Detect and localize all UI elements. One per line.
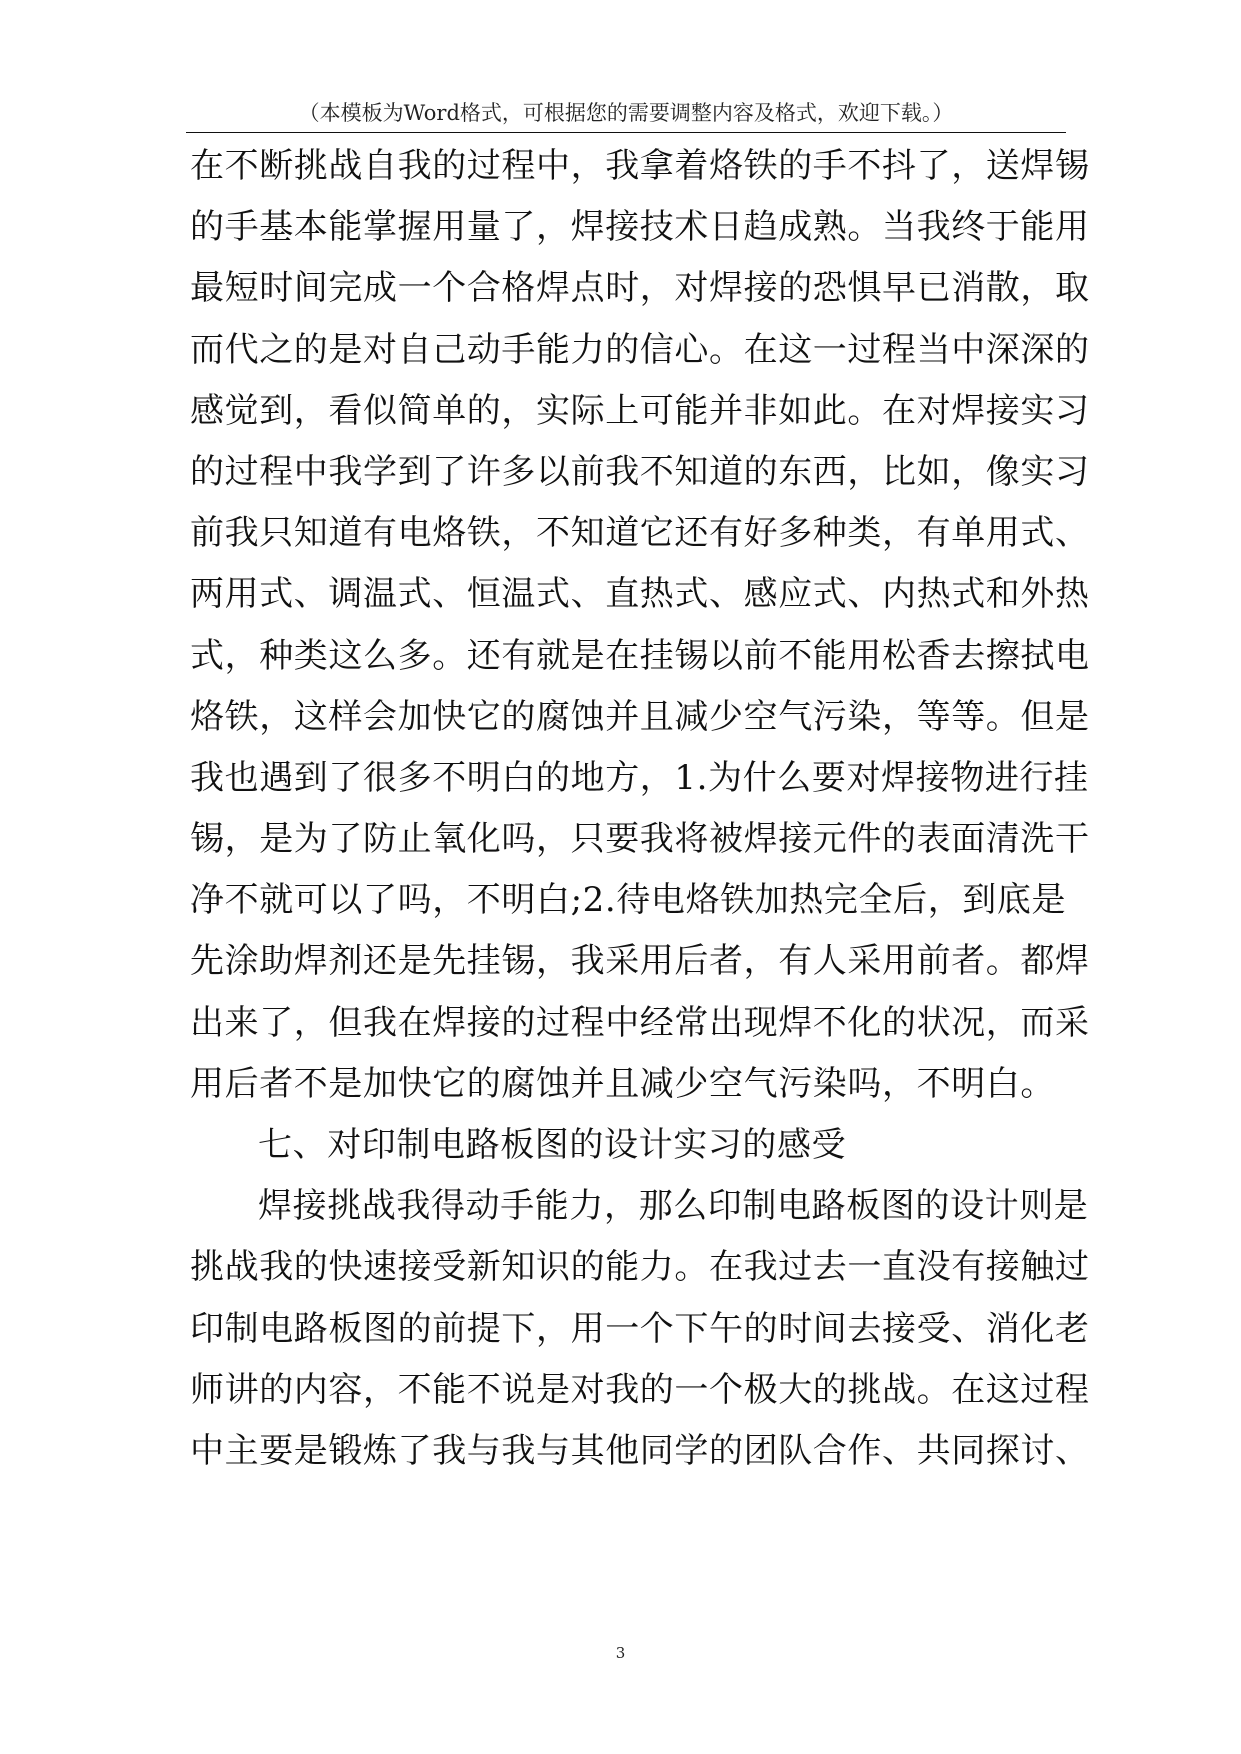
body-line: 前我只知道有电烙铁，不知道它还有好多种类，有单用式、 bbox=[190, 513, 1090, 554]
body-line: 的手基本能掌握用量了，焊接技术日趋成熟。当我终于能用 bbox=[190, 207, 1090, 248]
section-heading: 七、对印制电路板图的设计实习的感受 bbox=[258, 1125, 847, 1165]
body-line: 烙铁，这样会加快它的腐蚀并且减少空气污染，等等。但是 bbox=[190, 696, 1090, 737]
header-divider bbox=[186, 132, 1066, 133]
body-line: 的过程中我学到了许多以前我不知道的东西，比如，像实习 bbox=[190, 451, 1090, 492]
body-line: 师讲的内容，不能不说是对我的一个极大的挑战。在这过程 bbox=[190, 1369, 1090, 1410]
body-line: 在不断挑战自我的过程中，我拿着烙铁的手不抖了，送焊锡 bbox=[190, 146, 1090, 186]
body-line: 两用式、调温式、恒温式、直热式、感应式、内热式和外热 bbox=[190, 574, 1090, 615]
body-line: 我也遇到了很多不明白的地方，1.为什么要对焊接物进行挂 bbox=[190, 757, 1089, 798]
body-line: 锡，是为了防止氧化吗，只要我将被焊接元件的表面清洗干 bbox=[190, 819, 1090, 860]
body-line: 式，种类这么多。还有就是在挂锡以前不能用松香去擦拭电 bbox=[190, 635, 1090, 676]
body-line: 出来了，但我在焊接的过程中经常出现焊不化的状况，而采 bbox=[190, 1002, 1090, 1043]
body-line: 焊接挑战我得动手能力，那么印制电路板图的设计则是 bbox=[258, 1186, 1089, 1227]
template-notice: （本模板为Word格式，可根据您的需要调整内容及格式，欢迎下载。） bbox=[298, 101, 954, 125]
body-line: 挑战我的快速接受新知识的能力。在我过去一直没有接触过 bbox=[190, 1247, 1090, 1288]
body-line: 而代之的是对自己动手能力的信心。在这一过程当中深深的 bbox=[190, 329, 1090, 370]
body-line: 净不就可以了吗，不明白;2.待电烙铁加热完全后，到底是 bbox=[190, 880, 1067, 921]
body-line: 印制电路板图的前提下，用一个下午的时间去接受、消化老 bbox=[190, 1308, 1090, 1349]
page-number: 3 bbox=[615, 1644, 626, 1662]
body-line: 先涂助焊剂还是先挂锡，我采用后者，有人采用前者。都焊 bbox=[190, 941, 1090, 982]
body-line: 感觉到，看似简单的，实际上可能并非如此。在对焊接实习 bbox=[190, 390, 1090, 431]
body-line: 用后者不是加快它的腐蚀并且减少空气污染吗，不明白。 bbox=[190, 1063, 1055, 1104]
body-line: 中主要是锻炼了我与我与其他同学的团队合作、共同探讨、 bbox=[190, 1430, 1090, 1471]
body-text bbox=[190, 136, 1090, 1482]
body-line: 最短时间完成一个合格焊点时，对焊接的恐惧早已消散，取 bbox=[190, 268, 1090, 309]
